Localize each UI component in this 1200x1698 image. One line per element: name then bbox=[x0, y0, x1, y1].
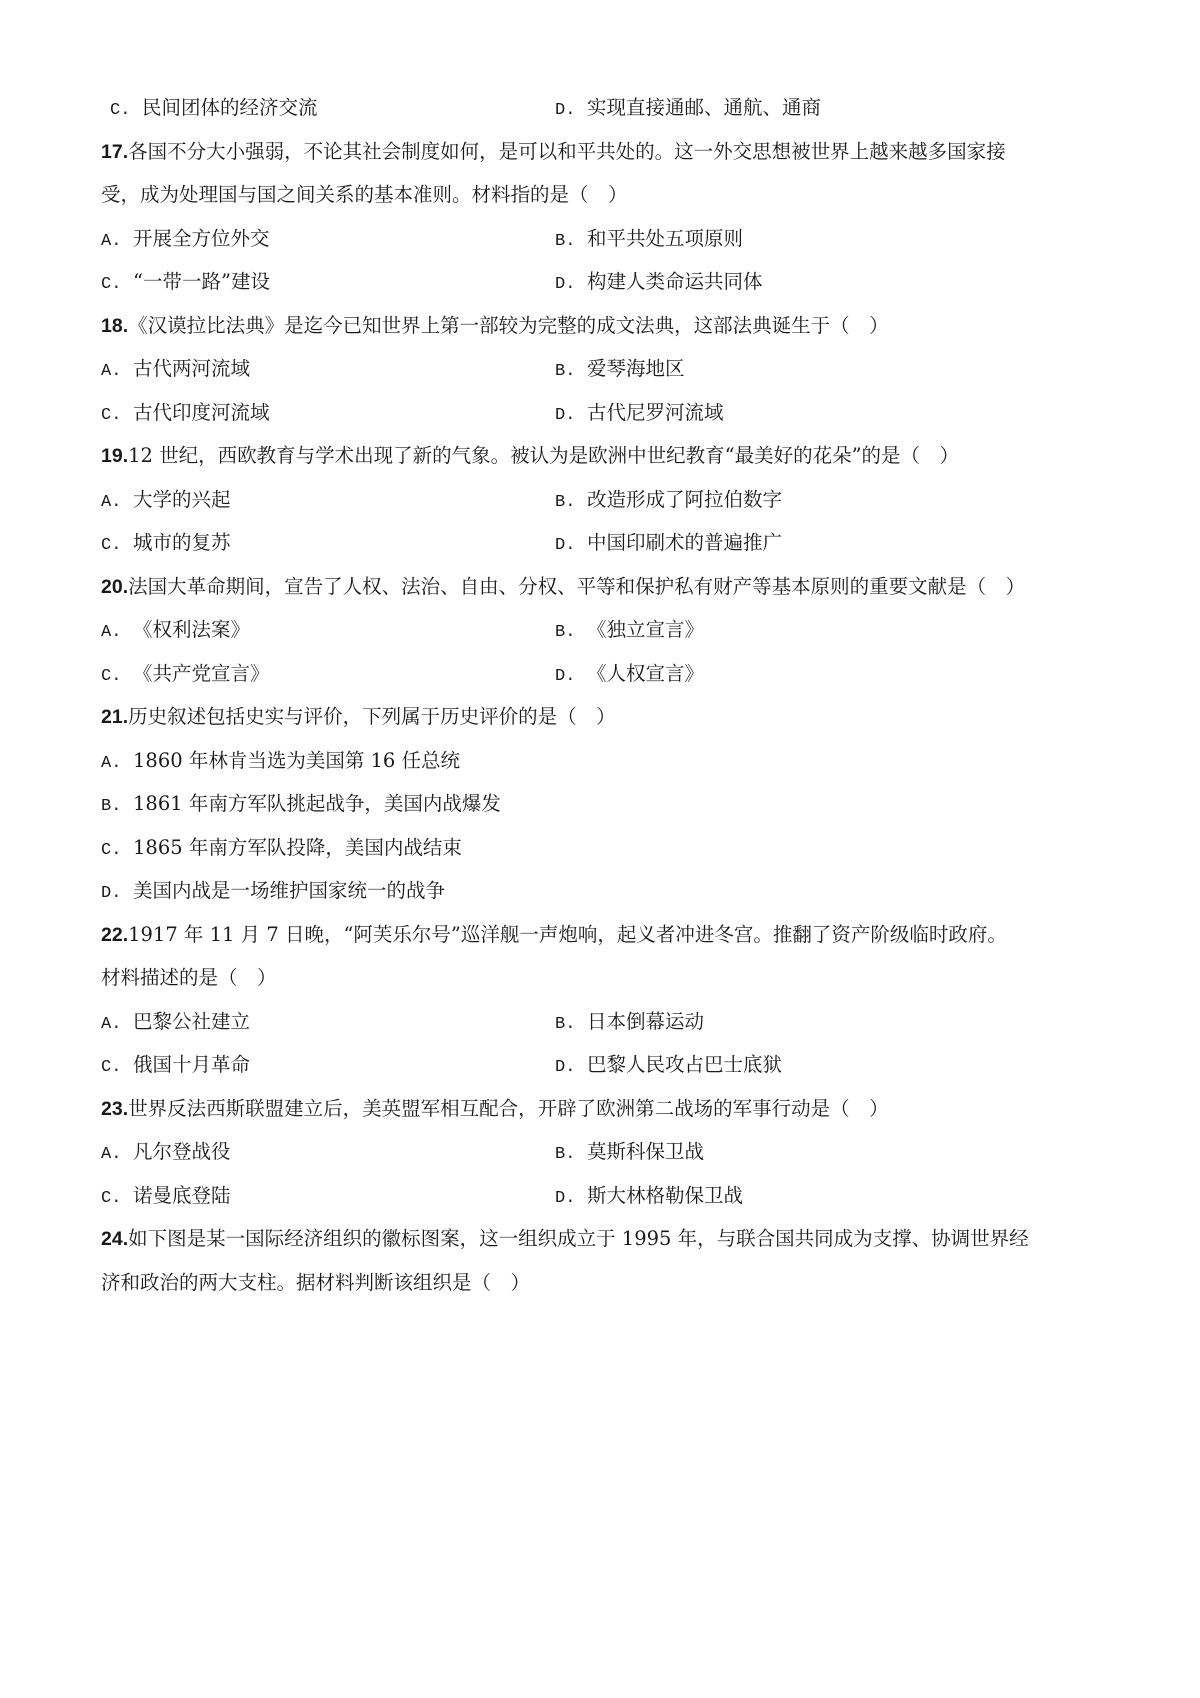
question-number: 21. bbox=[101, 706, 129, 728]
question-stem: 1917 年 11 月 7 日晚，“阿芙乐尔号”巡洋舰一声炮响，起义者冲进冬宫。推翻了资产阶级临时政府。 bbox=[128, 923, 1007, 946]
option-text: 古代印度河流域 bbox=[133, 401, 270, 424]
question-number: 20. bbox=[101, 576, 129, 598]
option-letter: A. bbox=[101, 362, 122, 381]
q22-option-b bbox=[555, 1009, 704, 1038]
q24-stem-line1 bbox=[101, 1226, 1029, 1252]
option-letter: A. bbox=[101, 754, 122, 773]
question-number: 19. bbox=[101, 445, 129, 467]
option-letter: C. bbox=[101, 1058, 122, 1077]
option-letter: C. bbox=[110, 101, 131, 120]
option-text: 凡尔登战役 bbox=[133, 1140, 231, 1163]
question-stem: 各国不分大小强弱，不论其社会制度如何，是可以和平共处的。这一外交思想被世界上越来越多国家接 bbox=[128, 140, 1006, 163]
q18-option-d bbox=[555, 400, 724, 429]
option-text: 古代两河流域 bbox=[133, 357, 251, 380]
q21-stem-line1 bbox=[101, 704, 616, 730]
q21-option-c bbox=[101, 835, 462, 864]
q23-option-b bbox=[555, 1139, 704, 1168]
option-text: 1861 年南方军队挑起战争，美国内战爆发 bbox=[133, 792, 501, 815]
option-text: 实现直接通邮、通航、通商 bbox=[587, 96, 822, 119]
question-number: 17. bbox=[101, 141, 129, 163]
q19-stem-line1 bbox=[101, 443, 959, 469]
option-letter: D. bbox=[555, 536, 576, 555]
option-letter: C. bbox=[101, 536, 122, 555]
option-text: 巴黎公社建立 bbox=[133, 1010, 251, 1033]
question-number: 24. bbox=[101, 1228, 129, 1250]
q23-option-d bbox=[555, 1183, 743, 1212]
option-letter: C. bbox=[101, 667, 122, 686]
q17-option-c bbox=[101, 269, 270, 298]
option-text: 俄国十月革命 bbox=[133, 1053, 251, 1076]
q18-stem-line1 bbox=[101, 313, 889, 339]
q17-option-a bbox=[101, 226, 270, 255]
q19-option-a bbox=[101, 487, 231, 516]
q21-option-d bbox=[101, 878, 445, 907]
q23-option-a bbox=[101, 1139, 231, 1168]
option-letter: A. bbox=[101, 1145, 122, 1164]
question-stem: 如下图是某一国际经济组织的徽标图案，这一组织成立于 1995 年，与联合国共同成为支撑、协调世界经 bbox=[128, 1227, 1029, 1250]
q22-option-d bbox=[555, 1052, 782, 1081]
option-letter: C. bbox=[101, 406, 122, 425]
option-text: 美国内战是一场维护国家统一的战争 bbox=[133, 879, 446, 902]
option-letter: B. bbox=[555, 623, 576, 642]
q20-stem-line1 bbox=[101, 574, 1025, 600]
option-text: 1865 年南方军队投降，美国内战结束 bbox=[133, 836, 462, 859]
option-letter: B. bbox=[555, 1145, 576, 1164]
q22-option-c bbox=[101, 1052, 250, 1081]
option-text: 1860 年林肯当选为美国第 16 任总统 bbox=[133, 749, 461, 772]
question-number: 23. bbox=[101, 1098, 129, 1120]
q16-option-d bbox=[555, 95, 821, 124]
option-text: 斯大林格勒保卫战 bbox=[587, 1184, 744, 1207]
q22-stem-line2: 材料描述的是（ ） bbox=[101, 966, 277, 989]
q17-option-b bbox=[555, 226, 743, 255]
q20-option-b bbox=[555, 617, 704, 646]
option-text: 《人权宣言》 bbox=[587, 662, 705, 685]
q20-option-a bbox=[101, 617, 250, 646]
option-text: 莫斯科保卫战 bbox=[587, 1140, 705, 1163]
q16-option-c bbox=[110, 95, 318, 124]
option-letter: D. bbox=[555, 275, 576, 294]
option-letter: B. bbox=[555, 1015, 576, 1034]
option-text: 巴黎人民攻占巴士底狱 bbox=[587, 1053, 783, 1076]
question-stem: 12 世纪，西欧教育与学术出现了新的气象。被认为是欧洲中世纪教育“最美好的花朵”的是（ ） bbox=[128, 444, 960, 467]
option-letter: D. bbox=[555, 101, 576, 120]
option-text: 《权利法案》 bbox=[133, 618, 251, 641]
question-stem: 历史叙述包括史实与评价，下列属于历史评价的是（ ） bbox=[128, 705, 616, 728]
option-letter: D. bbox=[555, 1058, 576, 1077]
option-letter: A. bbox=[101, 1015, 122, 1034]
q18-option-a bbox=[101, 356, 250, 385]
option-text: 城市的复苏 bbox=[133, 531, 231, 554]
q19-option-b bbox=[555, 487, 782, 516]
question-stem: 《汉谟拉比法典》是迄今已知世界上第一部较为完整的成文法典，这部法典诞生于（ ） bbox=[128, 314, 889, 337]
option-letter: B. bbox=[555, 232, 576, 251]
q17-stem-line1 bbox=[101, 139, 1006, 165]
option-letter: A. bbox=[101, 493, 122, 512]
option-text: 中国印刷术的普遍推广 bbox=[587, 531, 783, 554]
q19-option-c bbox=[101, 530, 231, 559]
q22-option-a bbox=[101, 1009, 250, 1038]
option-letter: C. bbox=[101, 841, 122, 860]
option-letter: A. bbox=[101, 232, 122, 251]
option-letter: B. bbox=[101, 797, 122, 816]
option-letter: B. bbox=[555, 493, 576, 512]
q17-stem-line2: 受，成为处理国与国之间关系的基本准则。材料指的是（ ） bbox=[101, 183, 628, 206]
question-number: 22. bbox=[101, 924, 129, 946]
option-text: 爱琴海地区 bbox=[587, 357, 685, 380]
q21-option-a bbox=[101, 748, 460, 777]
option-text: 诺曼底登陆 bbox=[133, 1184, 231, 1207]
option-text: 《共产党宣言》 bbox=[133, 662, 270, 685]
q17-option-d bbox=[555, 269, 763, 298]
option-letter: A. bbox=[101, 623, 122, 642]
option-text: 民间团体的经济交流 bbox=[142, 96, 318, 119]
q19-option-d bbox=[555, 530, 782, 559]
q21-option-b bbox=[101, 791, 501, 820]
question-stem: 世界反法西斯联盟建立后，美英盟军相互配合，开辟了欧洲第二战场的军事行动是（ ） bbox=[128, 1097, 889, 1120]
q22-stem-line1 bbox=[101, 922, 1007, 948]
question-number: 18. bbox=[101, 315, 129, 337]
q24-stem-line2: 济和政治的两大支柱。据材料判断该组织是（ ） bbox=[101, 1271, 531, 1294]
q23-stem-line1 bbox=[101, 1096, 889, 1122]
q18-option-b bbox=[555, 356, 685, 385]
option-letter: D. bbox=[555, 406, 576, 425]
q20-option-c bbox=[101, 661, 270, 690]
option-text: 古代尼罗河流域 bbox=[587, 401, 724, 424]
option-text: 改造形成了阿拉伯数字 bbox=[587, 488, 783, 511]
option-letter: C. bbox=[101, 275, 122, 294]
q20-option-d bbox=[555, 661, 704, 690]
option-text: 《独立宣言》 bbox=[587, 618, 705, 641]
option-letter: B. bbox=[555, 362, 576, 381]
q18-option-c bbox=[101, 400, 270, 429]
option-text: 和平共处五项原则 bbox=[587, 227, 744, 250]
question-stem: 法国大革命期间，宣告了人权、法治、自由、分权、平等和保护私有财产等基本原则的重要文献是（ ） bbox=[128, 575, 1026, 598]
option-letter: D. bbox=[101, 884, 122, 903]
q23-option-c bbox=[101, 1183, 231, 1212]
option-letter: D. bbox=[555, 1189, 576, 1208]
option-letter: C. bbox=[101, 1189, 122, 1208]
option-text: 日本倒幕运动 bbox=[587, 1010, 705, 1033]
option-text: 构建人类命运共同体 bbox=[587, 270, 763, 293]
option-letter: D. bbox=[555, 667, 576, 686]
option-text: 开展全方位外交 bbox=[133, 227, 270, 250]
option-text: “一带一路”建设 bbox=[133, 270, 270, 293]
option-text: 大学的兴起 bbox=[133, 488, 231, 511]
